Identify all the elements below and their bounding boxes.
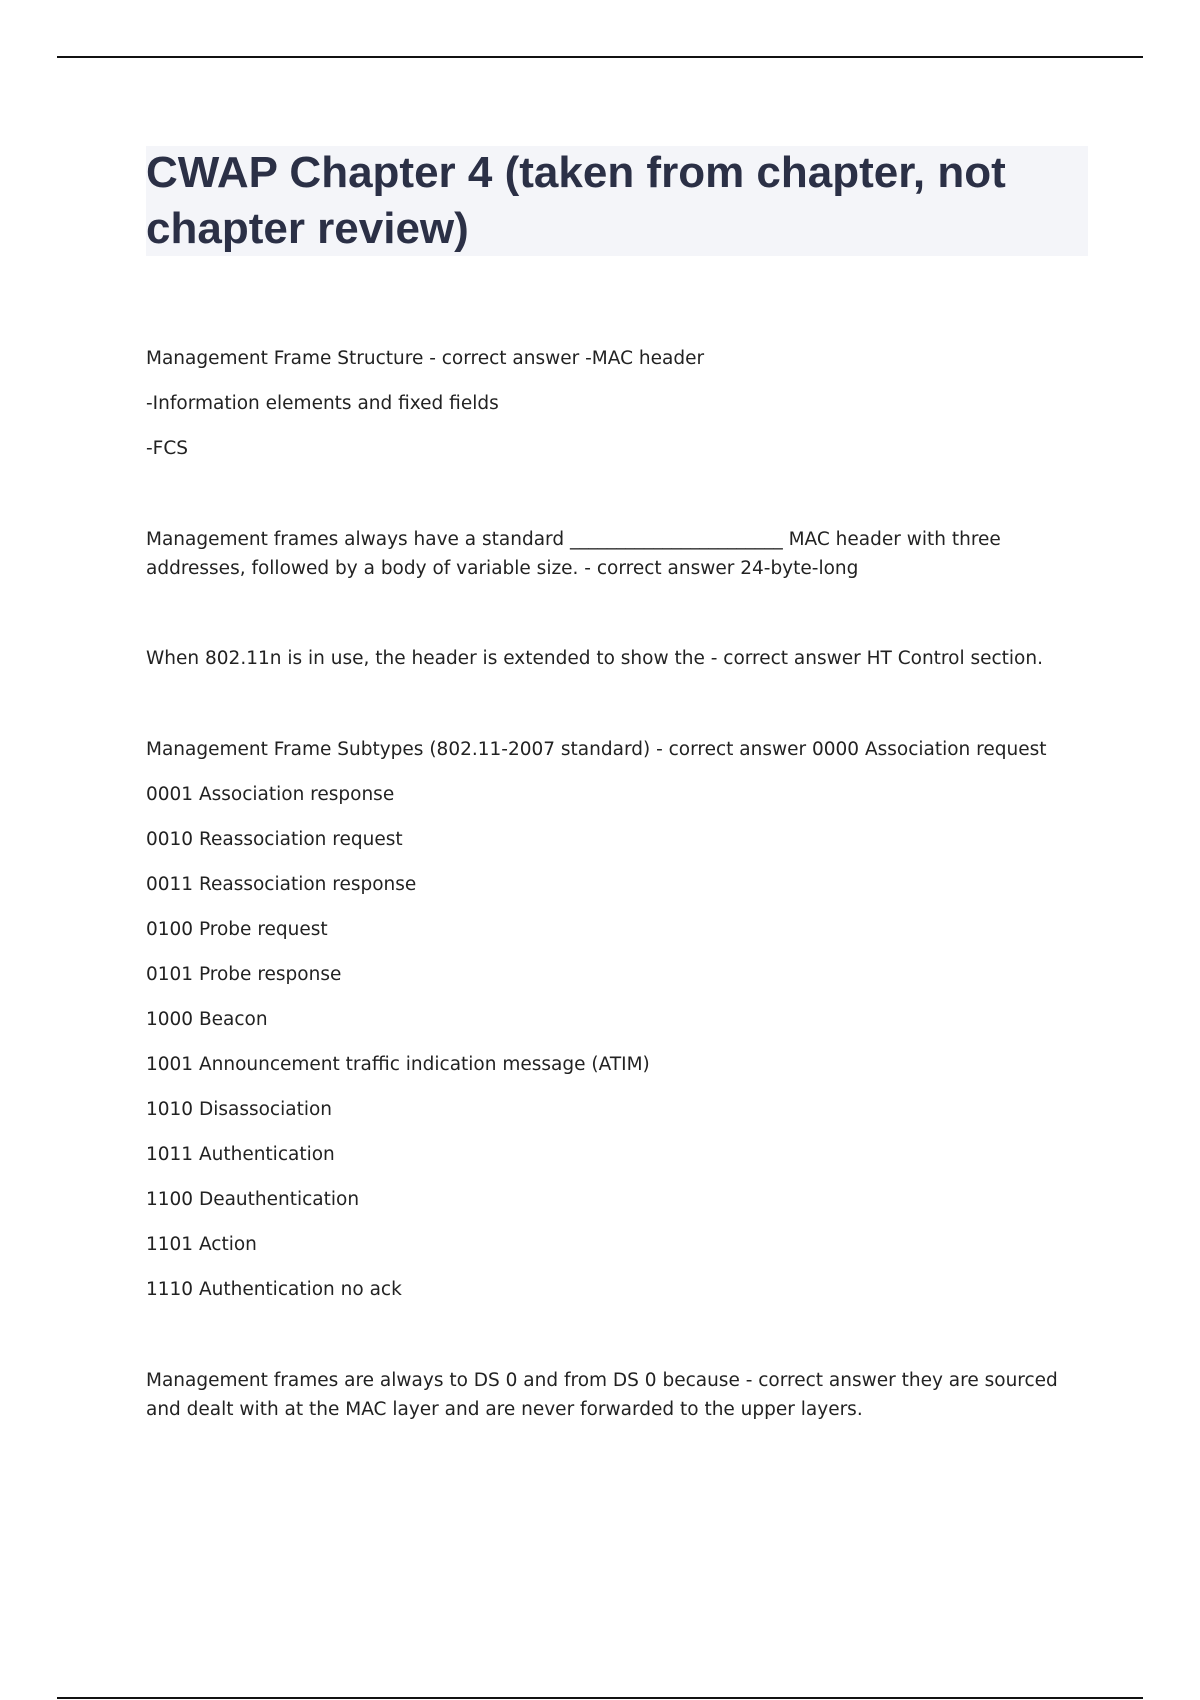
card-text: Management frames always have a standard _______________________ MAC header with three addresses, followed by a body of variable size. - correct answer 24-byte-long [146, 529, 1001, 579]
flashcard-list [146, 344, 1096, 1439]
card-line: 1001 Announcement traffic indication message (ATIM) [146, 1054, 650, 1075]
card-separator [146, 598, 1096, 644]
card-separator [146, 479, 1096, 525]
card-line: 1000 Beacon [146, 1009, 268, 1030]
flashcard [146, 344, 1096, 464]
flashcard [146, 644, 1096, 674]
card-line: 0001 Association response [146, 784, 395, 805]
card-line: 0011 Reassociation response [146, 874, 417, 895]
card-line: 1011 Authentication [146, 1144, 335, 1165]
card-line: 0100 Probe request [146, 919, 328, 940]
flashcard [146, 525, 1096, 583]
card-line: 1101 Action [146, 1234, 257, 1255]
card-line: Management Frame Structure - correct answer -MAC header [146, 348, 705, 369]
card-line: 1100 Deauthentication [146, 1189, 360, 1210]
card-line: Management Frame Subtypes (802.11-2007 standard) - correct answer 0000 Association request [146, 739, 1047, 760]
card-line: 1010 Disassociation [146, 1099, 333, 1120]
title-banner [146, 146, 1088, 256]
flashcard [146, 735, 1096, 1305]
page-title: CWAP Chapter 4 (taken from chapter, not chapter review) [146, 148, 1006, 253]
card-line: -Information elements and fixed fields [146, 393, 499, 414]
card-line: 0010 Reassociation request [146, 829, 403, 850]
card-line: -FCS [146, 438, 188, 459]
card-line: 0101 Probe response [146, 964, 342, 985]
bottom-rule [57, 1697, 1143, 1699]
top-rule [57, 56, 1143, 58]
card-line: 1110 Authentication no ack [146, 1279, 402, 1300]
card-separator [146, 689, 1096, 735]
card-text: When 802.11n is in use, the header is extended to show the - correct answer HT Control section. [146, 648, 1043, 669]
flashcard [146, 1366, 1096, 1424]
card-separator [146, 1320, 1096, 1366]
card-text: Management frames are always to DS 0 and from DS 0 because - correct answer they are sourced and dealt with at the MAC layer and are never forwarded to the upper layers. [146, 1370, 1058, 1420]
